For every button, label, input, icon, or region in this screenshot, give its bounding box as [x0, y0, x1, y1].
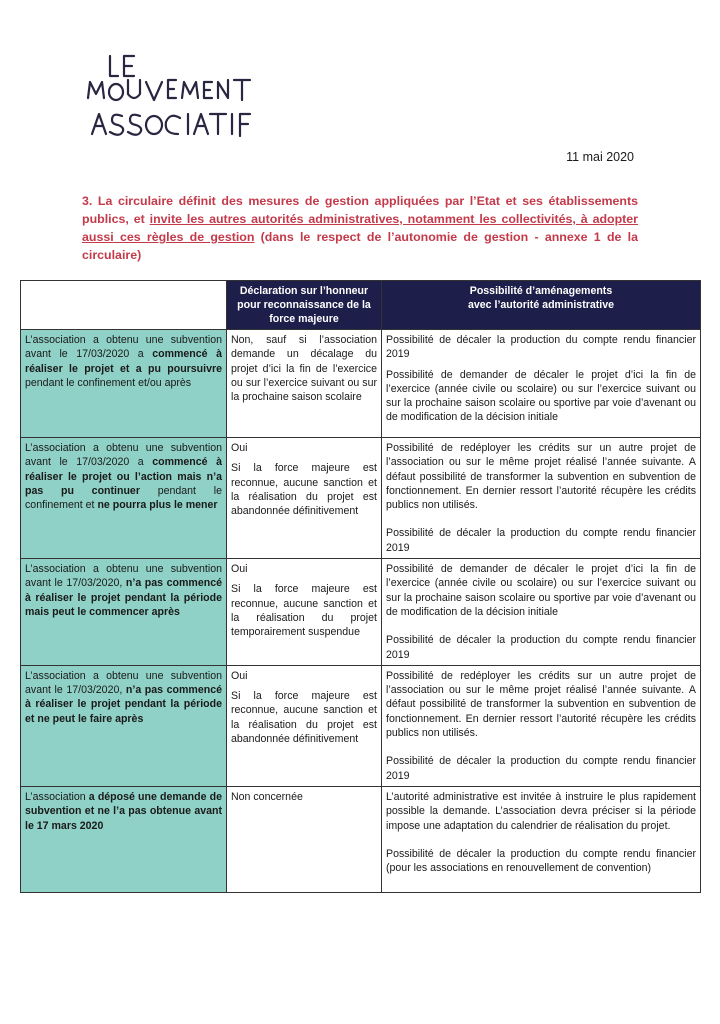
header-declaration: Déclaration sur l’honneur pour reconnaissance de la force majeure: [227, 281, 382, 330]
heading-underlined-text: invite les autres autorités administratives, notamment les collectivités, à adopter aussi ces règles de gestion: [82, 212, 639, 244]
logo: [82, 50, 262, 150]
table-row: [21, 665, 701, 786]
amenagements-text: Possibilité de décaler la production du compte rendu financier (pour les associations en renouvellement de convention): [386, 847, 696, 875]
amenagements-text: Possibilité de décaler la production du compte rendu financier 2019: [386, 334, 696, 361]
situation-text: L’association a obtenu une subvention avant le 17/03/2020 a: [25, 334, 222, 361]
amenagements-cell: [382, 559, 701, 666]
table-row: [21, 330, 701, 438]
amenagements-cell: [382, 330, 701, 438]
amenagements-text: Possibilité de redéployer les crédits sur un autre projet de l’association ou sur le même projet réalisé l’année suivante. A défaut possibilité de transformer la subvention en subvention de fonctionnement. En dernier ressort l’autorité récupère les crédits publics non utilisés.: [386, 669, 696, 740]
header-blank-cell: [21, 281, 227, 330]
situation-cell: [21, 330, 227, 438]
section-heading: [82, 192, 638, 264]
amenagements-text: Possibilité de demander de décaler le projet d’ici la fin de l’exercice (année civile ou scolaire) ou sur l’exercice suivant ou sur la prochaine saison scolaire ou sportive par voie d’avenant ou de modification de la décision initiale: [386, 563, 696, 618]
table-row: [21, 559, 701, 666]
table-row: [21, 438, 701, 559]
situation-cell: [21, 559, 227, 666]
declaration-cell: [227, 438, 382, 559]
amenagements-text: Possibilité de décaler la production du compte rendu financier 2019: [386, 527, 696, 554]
declaration-text: Si la force majeure est reconnue, aucune sanction et la réalisation du projet temporairement suspendue: [231, 583, 377, 639]
situation-text: L’association a obtenu une subvention avant le 17/03/2020,: [25, 669, 222, 697]
amenagements-cell: [382, 438, 701, 559]
situation-bold-text: a déposé une demande de subvention et ne l’a pas obtenue avant le 17 mars 2020: [25, 790, 222, 832]
heading-text: 3. La circulaire définit des mesures de gestion appliquées par l’Etat et ses établissements publics, et: [82, 194, 638, 226]
amenagements-text: Possibilité de décaler la production du compte rendu financier 2019: [386, 634, 696, 661]
document-date: 11 mai 2020: [566, 150, 634, 164]
situation-bold-text: n’a pas commencé à réaliser le projet pendant la période et ne peut le faire après: [25, 684, 222, 725]
situation-bold-text: commencé à réaliser le projet ou l’action mais n’a pas pu continuer: [25, 456, 222, 497]
declaration-cell: [227, 330, 382, 438]
declaration-text: Oui: [231, 669, 248, 682]
table-header-row: [21, 281, 701, 330]
declaration-text: Oui: [231, 442, 248, 454]
amenagements-text: L’autorité administrative est invitée à instruire le plus rapidement possible la demande. L’association devra préciser si la période impose une adaptation du calendrier de réalisation du projet.: [386, 790, 696, 832]
situation-text: L’association a obtenu une subvention avant le 17/03/2020,: [25, 563, 222, 590]
heading-text: (dans le respect de l’autonomie de gestion - annexe 1 de la circulaire): [82, 230, 638, 262]
le-mouvement-associatif-logo: [82, 50, 262, 150]
header-amenagements: [382, 281, 701, 330]
amenagements-cell: [382, 786, 701, 892]
situation-text: pendant le confinement et: [25, 484, 222, 512]
amenagements-text: Possibilité de décaler la production du compte rendu financier 2019: [386, 755, 696, 782]
situation-text: pendant le confinement et/ou après: [25, 376, 192, 389]
declaration-text: Non concernée: [231, 790, 303, 803]
amenagements-text: Possibilité de demander de décaler le projet d’ici la fin de l’exercice (année civile ou scolaire) ou sur l’exercice suivant ou sur la prochaine saison scolaire ou sportive par voie d’avenant ou de modification de la décision initiale: [386, 368, 696, 424]
declaration-text: Si la force majeure est reconnue, aucune sanction et la réalisation du projet est abandonnée définitivement: [231, 690, 377, 746]
situation-bold-text: ne pourra plus le mener: [97, 499, 218, 512]
situation-text: L’association a obtenu une subvention avant le 17/03/2020 a: [25, 442, 222, 469]
declaration-text: Non, sauf si l’association demande un décalage du projet d’ici la fin de l’exercice ou sur l’exercice suivant ou sur la prochaine saison scolaire: [231, 334, 377, 404]
declaration-cell: [227, 559, 382, 666]
declaration-cell: [227, 665, 382, 786]
measures-table: [20, 280, 701, 893]
declaration-text: Oui: [231, 563, 248, 576]
situation-cell: [21, 786, 227, 892]
amenagements-cell: [382, 665, 701, 786]
situation-bold-text: commencé à réaliser le projet et a pu poursuivre: [25, 348, 222, 375]
table-row: [21, 786, 701, 892]
situation-bold-text: n’a pas commencé à réaliser le projet pendant la période mais peut le commencer après: [25, 577, 222, 618]
situation-cell: [21, 665, 227, 786]
situation-text: L’association: [25, 790, 89, 803]
header-amenagements-line1: Possibilité d’aménagements: [469, 285, 613, 297]
declaration-cell: [227, 786, 382, 892]
declaration-text: Si la force majeure est reconnue, aucune sanction et la réalisation du projet est abandonnée définitivement: [231, 462, 377, 518]
situation-cell: [21, 438, 227, 559]
amenagements-text: Possibilité de redéployer les crédits sur un autre projet de l’association ou sur le même projet réalisé l’année suivante. A défaut possibilité de transformer la subvention en subvention de fonctionnement. En dernier ressort l’autorité récupère les crédits publics non utilisés.: [386, 442, 696, 512]
header-amenagements-line2: avec l’autorité administrative: [467, 299, 615, 311]
